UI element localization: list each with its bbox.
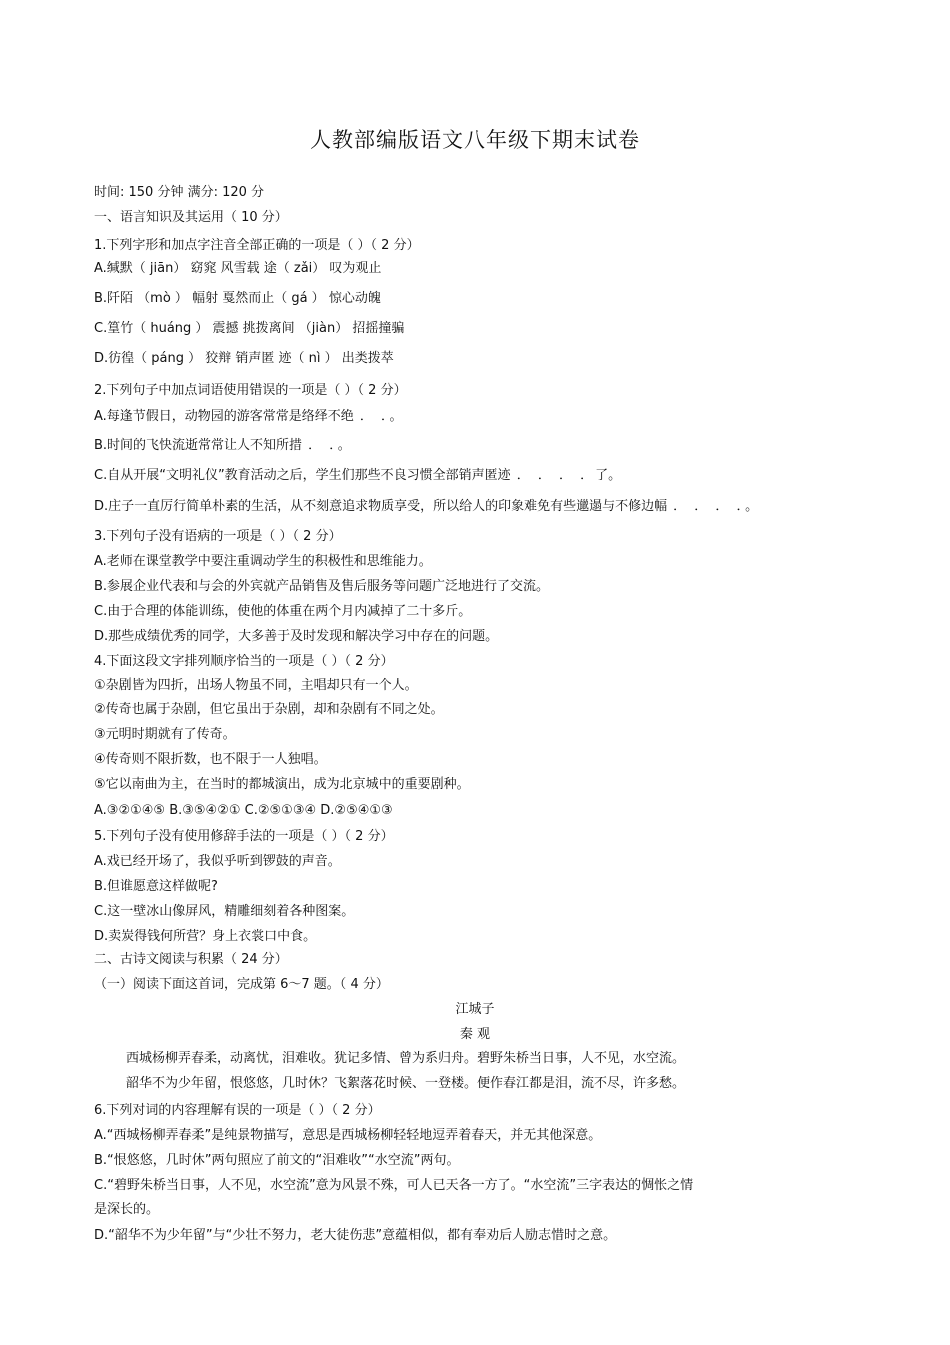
poem-line: 西城杨柳弄春柔，动离忧，泪难收。犹记多情、曾为系归舟。碧野朱桥当日事，人不见，水空流。 [126,1051,686,1066]
question-5-option-b: B.但谁愿意这样做呢? [94,879,218,894]
emphasis-dots: ． ． ． ． [673,499,746,514]
poem-line: 韶华不为少年留，恨悠悠，几时休？飞絮落花时候、一登楼。便作春江都是泪，流不尽，许多愁。 [126,1076,686,1091]
question-3-option-a: A.老师在课堂教学中要注重调动学生的积极性和思维能力。 [94,554,432,569]
question-6-option-c-cont: 是深长的。 [94,1202,160,1217]
question-4-sentence: ①杂剧皆为四折，出场人物虽不同，主唱却只有一个人。 [94,678,418,693]
question-5-option-a: A.戏已经开场了，我似乎听到锣鼓的声音。 [94,854,341,869]
exam-time-info: 时间: 150 分钟 满分: 120 分 [94,185,265,200]
poem-author: 秦 观 [459,1027,491,1042]
emphasis-dots: ． ． [308,438,338,453]
question-1-option-c: C.篁竹（ huáng ） 震撼 挑拨离间 （jiàn） 招摇撞骗 [94,321,405,336]
question-6-option-c: C.“碧野朱桥当日事，人不见，水空流”意为风景不殊，可人已天各一方了。“水空流”三字表达的惆怅之情 [94,1178,694,1193]
question-1-option-b: B.阡陌 （mò ） 幅射 戛然而止（ gá ） 惊心动魄 [94,291,381,306]
question-6-option-d: D.“韶华不为少年留”与“少壮不努力，老大徒伤悲”意蕴相似，都有奉劝后人励志惜时之意。 [94,1228,617,1243]
poem-title: 江城子 [455,1002,495,1017]
option-text: A.每逢节假日，动物园的游客常常是络绎不绝 [94,409,354,424]
option-text: B.时间的飞快流逝常常让人不知所措 [94,438,303,453]
question-1-option-a: A.缄默（ jiān） 窈窕 风雪载 途（ zǎi） 叹为观止 [94,261,382,276]
question-1-stem: 1.下列字形和加点字注音全部正确的一项是（ ）（ 2 分） [94,238,420,253]
question-2-stem: 2.下列句子中加点词语使用错误的一项是（ ）（ 2 分） [94,383,407,398]
question-3-option-c: C.由于合理的体能训练，使他的体重在两个月内减掉了二十多斤。 [94,604,472,619]
question-2-option-d [94,498,758,516]
option-text: C.自从开展“文明礼仪”教育活动之后，学生们那些不良习惯全部销声匿迹 [94,468,511,483]
question-4-sentence: ③元明时期就有了传奇。 [94,727,236,742]
question-6-stem: 6.下列对词的内容理解有误的一项是（ ）（ 2 分） [94,1103,381,1118]
question-5-option-c: C.这一壁冰山像屏风，精雕细刻着各种图案。 [94,904,355,919]
question-5-option-d: D.卖炭得钱何所营？身上衣裳口中食。 [94,929,317,944]
question-6-option-a: A.“西城杨柳弄春柔”是纯景物描写，意思是西城杨柳轻轻地逗弄着春天，并无其他深意。 [94,1128,602,1143]
emphasis-dots: ． ． ． ． [516,468,596,483]
option-end: 。 [337,438,351,453]
question-3-option-d: D.那些成绩优秀的同学，大多善于及时发现和解决学习中存在的问题。 [94,629,499,644]
option-text: D.庄子一直厉行简单朴素的生活，从不刻意追求物质享受，所以给人的印象难免有些邋遢与不修边幅 [94,499,668,514]
question-3-option-b: B.参展企业代表和与会的外宾就产品销售及售后服务等问题广泛地进行了交流。 [94,579,550,594]
emphasis-dots: ． ． [359,409,390,424]
option-end: 。 [745,499,759,514]
question-4-sentence: ⑤它以南曲为主，在当时的都城演出，成为北京城中的重要剧种。 [94,777,470,792]
question-4-sentence: ②传奇也属于杂剧，但它虽出于杂剧，却和杂剧有不同之处。 [94,702,444,717]
question-6-option-b: B.“恨悠悠，几时休”两句照应了前文的“泪难收”“水空流”两句。 [94,1153,460,1168]
question-2-option-b [94,437,351,455]
page-title: 人教部编版语文八年级下期末试卷 [310,128,640,152]
question-1-option-d: D.彷徨（ páng ） 狡辩 销声匿 迹（ nì ） 出类拨萃 [94,351,394,366]
question-4-stem: 4.下面这段文字排列顺序恰当的一项是（ ）（ 2 分） [94,654,394,669]
part-heading: （一）阅读下面这首词，完成第 6～7 题。（ 4 分） [94,977,389,992]
option-end: 了。 [595,468,622,483]
question-2-option-c [94,467,621,485]
question-5-stem: 5.下列句子没有使用修辞手法的一项是（ ）（ 2 分） [94,829,394,844]
question-2-option-a [94,408,402,426]
question-3-stem: 3.下列句子没有语病的一项是（ ）（ 2 分） [94,529,342,544]
question-4-sentence: ④传奇则不限折数，也不限于一人独唱。 [94,752,327,767]
section-heading: 一、语言知识及其运用（ 10 分） [94,210,288,225]
question-4-options: A.③②①④⑤ B.③⑤④②① C.②⑤①③④ D.②⑤④①③ [94,803,393,818]
option-end: 。 [389,409,403,424]
section-heading: 二、古诗文阅读与积累（ 24 分） [94,952,288,967]
